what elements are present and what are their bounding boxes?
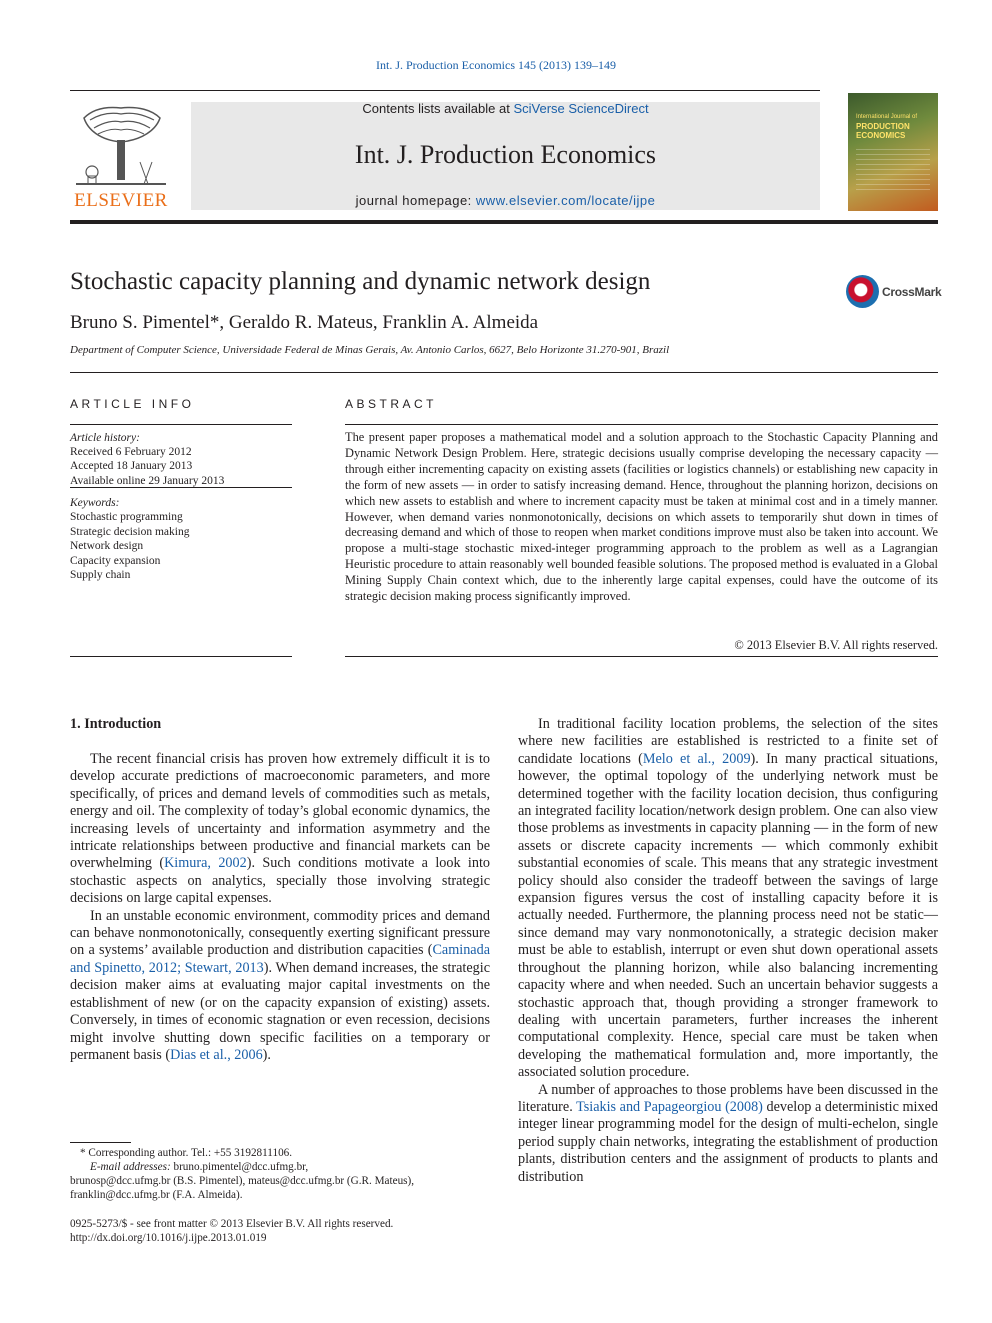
crossmark-label: CrossMark — [882, 285, 942, 299]
citation-link[interactable]: Kimura, 2002 — [164, 855, 247, 872]
cover-title-line3: ECONOMICS — [856, 131, 906, 140]
masthead-rule — [70, 220, 938, 224]
journal-reference[interactable]: Int. J. Production Economics 145 (2013) 139–149 — [376, 58, 616, 72]
keywords-label: Keywords: — [70, 497, 120, 509]
journal-title: Int. J. Production Economics — [354, 140, 657, 169]
abstract-heading: ABSTRACT — [345, 397, 438, 411]
elsevier-logo[interactable] — [70, 100, 172, 212]
sciencedirect-link[interactable]: SciVerse ScienceDirect — [513, 101, 649, 116]
abstract-text: The present paper proposes a mathematical model and a solution approach to the Stochastic Capacity Planning and Dynamic Network Design Problem. Here, strategic decisions usually comprise developing the necessary capacity — through either incrementing capacity on existing assets (facilities or logistics channels) or establishing new capacity in the form of new assets — in order to satisfy increasing demand. Hence, throughout the planning horizon, decisions on which new assets to establish and where to increment capacity must be taken at minimal cost and in a timely manner. However, when demand varies nonmonotonically, decisions on which assets to temporarily shut down in times of decreasing demand and which of those to reopen when market conditions improve must also be taken into account. We propose a multi-stage stochastic mixed-integer programming approach to the problem as well as a Lagrangian Heuristic procedure to attain reasonably well bounded feasible solutions. The proposed method is evaluated in a Global Mining Supply Chain context which, due to the inherently large capital expenses, could have the outcome of its strategic decision making process significantly improved. — [345, 430, 938, 604]
corresponding-author-note: * Corresponding author. Tel.: +55 3192811106. — [80, 1147, 293, 1159]
introduction-heading: 1. Introduction — [70, 716, 162, 732]
keyword-item: Supply chain — [70, 569, 131, 582]
author-list: Bruno S. Pimentel*, Geraldo R. Mateus, Franklin A. Almeida — [70, 312, 539, 333]
cover-title-line2: PRODUCTION — [856, 122, 910, 131]
citation-link[interactable]: Melo et al., 2009 — [642, 750, 751, 767]
abstract-copyright: © 2013 Elsevier B.V. All rights reserved. — [734, 638, 938, 652]
body-column-right — [518, 716, 938, 1186]
contents-prefix: Contents lists available at — [362, 101, 514, 116]
citation-link[interactable]: Caminada and Spinetto, 2012; Stewart, 2013 — [70, 942, 490, 976]
email-label: E-mail addresses: — [90, 1161, 171, 1173]
homepage-prefix: journal homepage: — [355, 193, 476, 208]
keyword-item: Stochastic programming — [70, 511, 183, 524]
paragraph: In an unstable economic environment, commodity prices and demand can behave nonmonotonically, consequently exerting significant pressure on a systems’ available production and distribution capacities (Caminada and Spinetto, 2012; Stewart, 2013). When demand increases, the strategic decision maker aims at evaluating major capital investments on the establishment of new (or on the capacity expansion of existing) assets. Conversely, in times of economic stagnation or even recession, decisions might involve shutting down specific facilities on a temporary or permanent basis (Dias et al., 2006). — [70, 907, 490, 1063]
citation-link[interactable]: Tsiakis and Papageorgiou (2008) — [576, 1098, 763, 1115]
history-received: Received 6 February 2012 — [70, 446, 192, 459]
email-line — [70, 1160, 510, 1174]
affiliation-rule — [70, 372, 938, 373]
footnotes — [70, 1146, 510, 1202]
elsevier-tree-icon — [70, 100, 172, 188]
history-label: Article history: — [70, 432, 140, 444]
crossmark-badge[interactable] — [846, 275, 941, 311]
keyword-item: Capacity expansion — [70, 554, 161, 567]
issn-line: 0925-5273/$ - see front matter © 2013 Elsevier B.V. All rights reserved. — [70, 1218, 394, 1230]
front-matter — [70, 1217, 510, 1245]
masthead-top-rule — [70, 90, 820, 91]
homepage-line — [191, 193, 820, 208]
body-column-left — [70, 751, 490, 1064]
abstract-rule-bottom — [345, 656, 938, 657]
paragraph: In traditional facility location problems, the selection of the sites where new facilities are established is restricted to a finite set of candidate locations (Melo et al., 2009). In many practical situations, however, the optimal topology of the underlying network must be determined together with the facility location decision, thus configuring an integrated facility location/network design problem. One can also view those problems as investments in capacity planning — in the form of new assets or discrete capacity increments — which commonly exhibit substantial economies of scale. This means that any strategic investment policy should also consider the tradeoff between the savings of large expansion figures versus the cost of installing capacity before it is actually needed. Furthermore, the planning process need not be static—since demand may vary nonmonotonically, a strategic decision maker must be able to establish, interrupt or even shut down operational assets throughout the planning horizon, while also balancing incrementing capacity where and when needed. Such an uncertain behavior suggests a stochastic approach that, though providing a stronger framework to dealing with uncertain parameters, further increases the inherent computational complexity. Hence, special care must be taken when developing the mathematical formulation and, more importantly, the associated solution procedure. — [518, 716, 938, 1081]
crossmark-icon — [846, 275, 879, 308]
email-line[interactable]: brunosp@dcc.ufmg.br (B.S. Pimentel), mateus@dcc.ufmg.br (G.R. Mateus), — [70, 1175, 415, 1187]
keyword-item: Network design — [70, 540, 144, 553]
article-history — [70, 431, 292, 488]
article-info-heading: ARTICLE INFO — [70, 397, 195, 411]
article-info-rule-bottom — [70, 656, 292, 657]
article-info-rule-top — [70, 424, 292, 425]
keywords — [70, 496, 292, 582]
footnote-rule — [70, 1142, 131, 1143]
homepage-link[interactable]: www.elsevier.com/locate/ijpe — [475, 193, 656, 208]
article-info-rule-mid — [70, 487, 292, 488]
abstract-rule-top — [345, 424, 938, 425]
citation-link[interactable]: Dias et al., 2006 — [170, 1046, 263, 1063]
history-accepted: Accepted 18 January 2013 — [70, 460, 193, 473]
email-address[interactable]: bruno.pimentel@dcc.ufmg.br, — [170, 1161, 309, 1173]
contents-line — [191, 101, 820, 116]
history-online: Available online 29 January 2013 — [70, 474, 225, 487]
keyword-item: Strategic decision making — [70, 525, 190, 538]
paragraph: A number of approaches to those problems have been discussed in the literature. Tsiakis and Papageorgiou (2008) develop a deterministic mixed integer linear programming model for the design of multi-echelon, single period supply chain networks, integrating the establishment of production plants, distribution centers and the assignment of products to plants and distribution — [518, 1081, 938, 1185]
article-title: Stochastic capacity planning and dynamic network design — [70, 268, 651, 295]
cover-title — [856, 113, 930, 140]
paragraph: The recent financial crisis has proven how extremely difficult it is to develop accurate predictions of macroeconomic parameters, and more specifically, of prices and demand levels of commodities such as metals, energy and oil. The complexity of today’s global economic dynamics, the increasing levels of uncertainty and information asymmetry and the intricate relationships between productive and financial markets can be overwhelming (Kimura, 2002). Such conditions motivate a look into stochastic aspects on analytics, specially those involving strategic decisions on large capital expenses. — [70, 751, 490, 907]
doi-link[interactable]: http://dx.doi.org/10.1016/j.ijpe.2013.01.019 — [70, 1232, 267, 1244]
elsevier-wordmark: ELSEVIER — [74, 190, 168, 211]
cover-decoration — [856, 149, 930, 191]
email-line[interactable]: franklin@dcc.ufmg.br (F.A. Almeida). — [70, 1189, 243, 1201]
journal-cover-thumbnail[interactable] — [848, 93, 938, 211]
cover-title-line1: International Journal of — [856, 114, 918, 120]
affiliation: Department of Computer Science, Universidade Federal de Minas Gerais, Av. Antonio Carlos, 6627, Belo Horizonte 31.270-901, Brazil — [70, 344, 670, 356]
